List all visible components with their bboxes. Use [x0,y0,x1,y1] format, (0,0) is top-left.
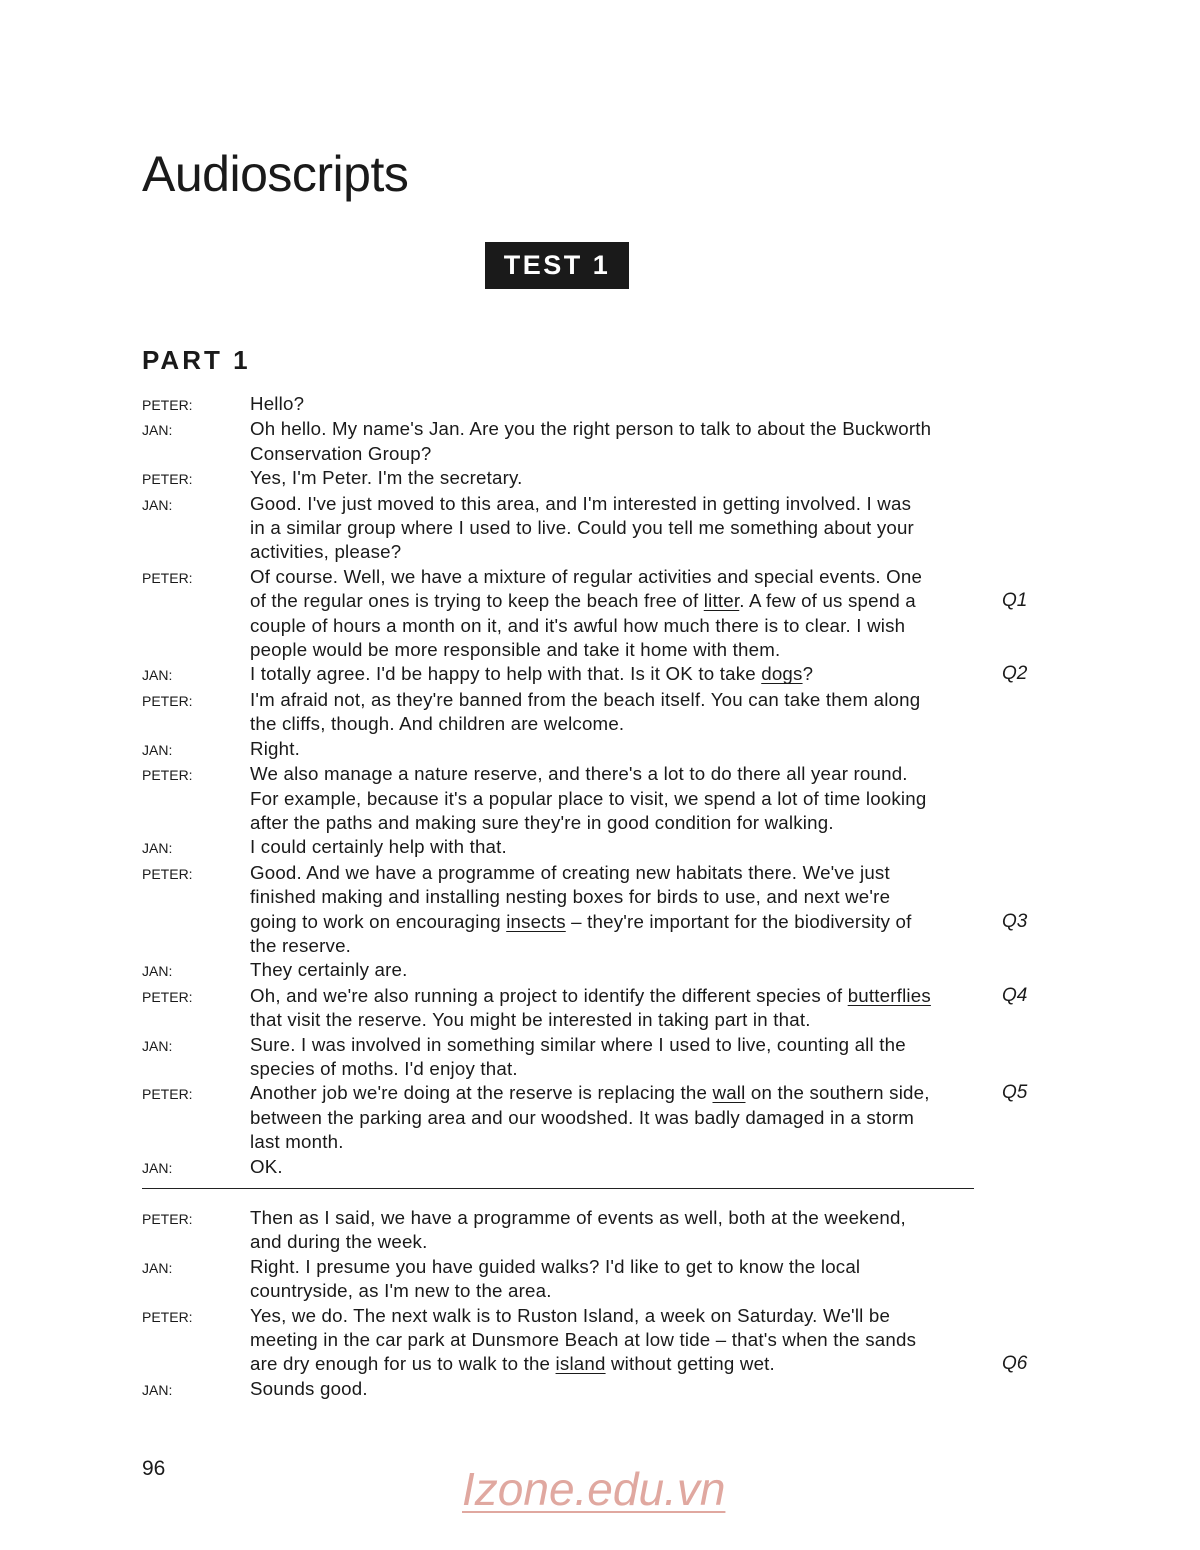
question-number [1002,958,1042,982]
question-number: Q1 [1002,590,1028,612]
dialogue-line: They certainly are. [250,959,408,981]
question-markers [1002,737,1042,762]
question-markers [1002,958,1042,983]
page-title: Audioscripts [142,146,409,202]
dialogue-turn [142,737,1042,762]
dialogue-turn [142,492,1042,565]
question-number [1002,861,1042,885]
speaker-label: JAN: [142,741,173,758]
speaker-label: JAN: [142,1259,173,1276]
dialogue-turn [142,762,1042,835]
question-number [1002,737,1042,761]
question-number [1002,1328,1042,1352]
question-markers [1002,492,1042,565]
question-number: Q6 [1002,1353,1028,1375]
dialogue-turn [142,417,1042,466]
dialogue-line: the cliffs, though. And children are welcome. [250,713,625,735]
question-number [1002,934,1042,958]
question-markers [1002,1255,1042,1304]
dialogue-text [250,417,990,466]
question-number [1002,466,1042,490]
dialogue-turn [142,1304,1042,1377]
dialogue-turn [142,565,1042,663]
dialogue-line: last month. [250,1131,344,1153]
dialogue-line: in a similar group where I used to live. Could you tell me something about your [250,517,914,539]
dialogue-turn [142,662,1042,687]
question-number [1002,1279,1042,1303]
dialogue-text [250,984,990,1033]
dialogue-turn [142,1081,1042,1154]
dialogue-turn [142,984,1042,1033]
question-number [1002,712,1042,736]
question-number: Q3 [1002,910,1028,932]
question-number [1002,565,1042,589]
part-heading: PART 1 [142,345,251,375]
question-number [1002,540,1042,564]
dialogue-line: Sounds good. [250,1377,368,1399]
speaker-label: PETER: [142,397,193,413]
speaker-label: PETER: [142,692,193,709]
dialogue-turn [142,466,1042,491]
dialogue-line: after the paths and making sure they're in good condition for walking. [250,811,834,833]
speaker-label: PETER: [142,471,193,488]
question-number: Q2 [1002,663,1028,685]
question-number: Q4 [1002,984,1028,1006]
dialogue-line: I could certainly help with that. [250,836,507,858]
question-markers [1002,861,1042,959]
question-number [1002,762,1042,786]
dialogue-text [250,565,990,663]
dialogue-line: Yes, I'm Peter. I'm the secretary. [250,467,523,489]
speaker-label: JAN: [142,1159,173,1176]
speaker-label: JAN: [142,840,173,857]
dialogue-turn [142,1033,1042,1082]
question-number [1002,492,1042,516]
question-number [1002,1304,1042,1328]
speaker-label: JAN: [142,496,173,513]
dialogue-text [250,762,990,835]
question-markers [1002,1081,1042,1154]
dialogue-text [250,688,990,737]
question-number [1002,835,1042,859]
dialogue-line: that visit the reserve. You might be interested in taking part in that. [250,1009,811,1031]
dialogue-line: Another job we're doing at the reserve is replacing the wall on the southern side, [250,1082,930,1104]
page-number: 96 [142,1457,166,1480]
dialogue-line: Sure. I was involved in something similar where I used to live, counting all the [250,1033,906,1055]
speaker-label: PETER: [142,1086,193,1103]
dialogue-text [250,662,990,687]
dialogue-line: Oh hello. My name's Jan. Are you the right person to talk to about the Buckworth [250,418,932,440]
dialogue-turn [142,392,1042,417]
dialogue-line: countryside, as I'm new to the area. [250,1280,552,1302]
question-markers [1002,835,1042,860]
section-divider [142,1188,974,1189]
dialogue-turn [142,1377,1042,1402]
dialogue-text [250,1033,990,1082]
dialogue-line: For example, because it's a popular place to visit, we spend a lot of time looking [250,787,927,809]
question-number [1002,688,1042,712]
speaker-label: PETER: [142,767,193,784]
dialogue-line: We also manage a nature reserve, and there's a lot to do there all year round. [250,763,908,785]
audioscript-section-2 [142,1206,1042,1402]
dialogue-line: going to work on encouraging insects – they're important for the biodiversity of [250,910,912,932]
dialogue-line: Then as I said, we have a programme of events as well, both at the weekend, [250,1207,906,1228]
dialogue-line: people would be more responsible and take it home with them. [250,639,781,661]
dialogue-text [250,1155,990,1180]
question-markers [1002,466,1042,491]
dialogue-text [250,1206,990,1255]
dialogue-line: are dry enough for us to walk to the island without getting wet. [250,1353,775,1375]
dialogue-line: Hello? [250,393,305,414]
speaker-label: PETER: [142,1308,193,1325]
dialogue-text [250,835,990,860]
question-markers [1002,688,1042,737]
dialogue-text [250,1304,990,1377]
question-number [1002,1057,1042,1081]
question-number [1002,392,1042,416]
question-number [1002,1106,1042,1130]
dialogue-text [250,392,990,417]
speaker-label: PETER: [142,1211,193,1227]
question-markers [1002,1206,1042,1255]
speaker-label: JAN: [142,667,173,684]
question-number [1002,614,1042,638]
question-number [1002,1155,1042,1179]
dialogue-text [250,1081,990,1154]
dialogue-line: Good. I've just moved to this area, and I'm interested in getting involved. I was [250,492,912,514]
question-markers [1002,417,1042,466]
question-markers [1002,762,1042,835]
question-number [1002,1230,1042,1254]
question-markers [1002,1033,1042,1082]
dialogue-turn [142,1206,1042,1255]
question-number [1002,811,1042,835]
dialogue-text [250,1377,990,1402]
dialogue-line: between the parking area and our woodshed. It was badly damaged in a storm [250,1106,915,1128]
dialogue-line: of the regular ones is trying to keep the beach free of litter. A few of us spend a [250,590,916,612]
dialogue-turn [142,688,1042,737]
question-number [1002,1130,1042,1154]
question-number [1002,1033,1042,1057]
dialogue-line: activities, please? [250,541,402,563]
question-number: Q5 [1002,1082,1028,1104]
dialogue-text [250,737,990,762]
dialogue-line: Good. And we have a programme of creating new habitats there. We've just [250,861,890,883]
dialogue-text [250,466,990,491]
dialogue-text [250,861,990,959]
dialogue-text [250,492,990,565]
question-number [1002,786,1042,810]
dialogue-line: I totally agree. I'd be happy to help with that. Is it OK to take dogs? [250,663,814,685]
dialogue-line: finished making and installing nesting boxes for birds to use, and next we're [250,886,891,908]
dialogue-line: species of moths. I'd enjoy that. [250,1057,518,1079]
question-number [1002,442,1042,466]
question-number [1002,417,1042,441]
question-markers [1002,1377,1042,1402]
question-number [1002,1255,1042,1279]
question-number [1002,638,1042,662]
dialogue-line: I'm afraid not, as they're banned from the beach itself. You can take them along [250,688,921,710]
dialogue-line: Right. [250,737,301,759]
question-markers [1002,1155,1042,1180]
question-number [1002,1377,1042,1401]
dialogue-turn [142,1155,1042,1180]
dialogue-turn [142,835,1042,860]
speaker-label: PETER: [142,865,193,882]
dialogue-line: meeting in the car park at Dunsmore Beach at low tide – that's when the sands [250,1329,917,1351]
question-markers [1002,392,1042,417]
dialogue-line: Right. I presume you have guided walks? I'd like to get to know the local [250,1255,861,1277]
question-number [1002,516,1042,540]
speaker-label: JAN: [142,963,173,980]
speaker-label: JAN: [142,422,173,439]
question-markers [1002,984,1042,1033]
dialogue-line: OK. [250,1155,283,1177]
speaker-label: PETER: [142,988,193,1005]
question-markers [1002,1304,1042,1377]
dialogue-line: couple of hours a month on it, and it's awful how much there is to clear. I wish [250,614,906,636]
question-number [1002,885,1042,909]
dialogue-text [250,958,990,983]
speaker-label: JAN: [142,1037,173,1054]
dialogue-line: and during the week. [250,1231,428,1253]
question-markers [1002,662,1042,687]
dialogue-turn [142,861,1042,959]
test-badge: TEST 1 [485,242,629,289]
question-markers [1002,565,1042,663]
question-number [1002,1206,1042,1230]
dialogue-line: Yes, we do. The next walk is to Ruston Island, a week on Saturday. We'll be [250,1304,891,1326]
dialogue-line: the reserve. [250,934,352,956]
audioscript-section-1 [142,392,1042,1180]
speaker-label: PETER: [142,569,193,586]
watermark-link[interactable]: Izone.edu.vn [462,1463,726,1515]
dialogue-turn [142,958,1042,983]
dialogue-line: Of course. Well, we have a mixture of regular activities and special events. One [250,565,923,587]
speaker-label: JAN: [142,1381,173,1398]
dialogue-line: Oh, and we're also running a project to identify the different species of butterflies [250,984,931,1006]
dialogue-turn [142,1255,1042,1304]
dialogue-line: Conservation Group? [250,442,432,464]
dialogue-text [250,1255,990,1304]
question-number [1002,1008,1042,1032]
